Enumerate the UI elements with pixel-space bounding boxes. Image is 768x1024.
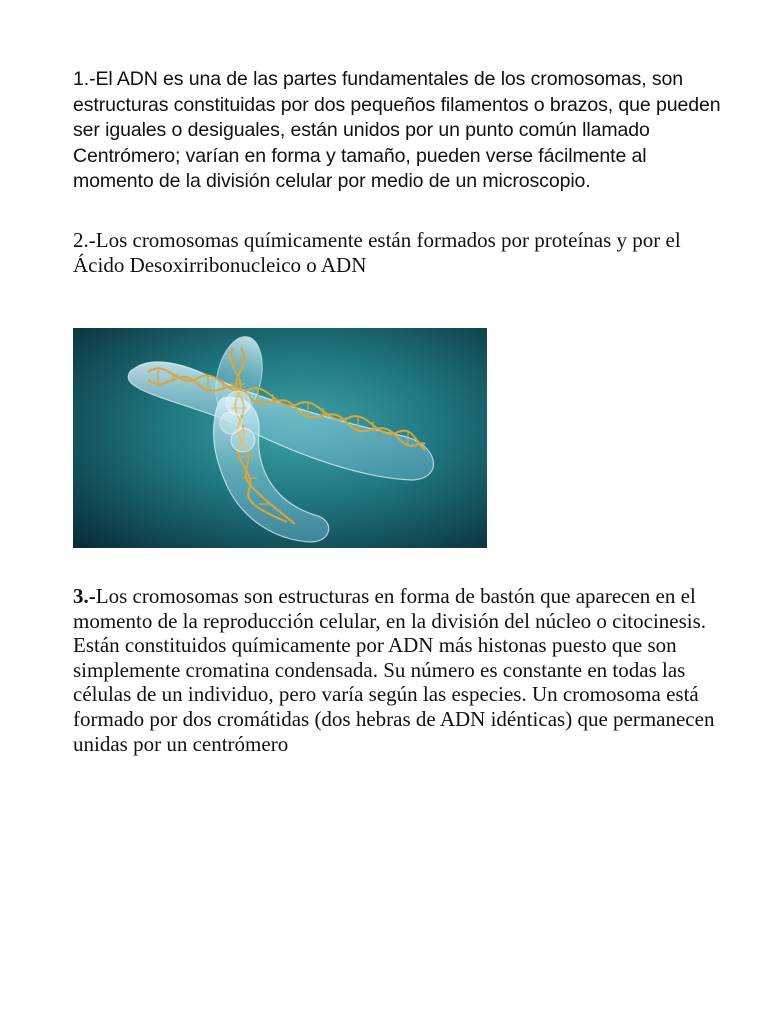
- paragraph-2: 2.-Los cromosomas químicamente están formados por proteínas y por el Ácido Desoxirribonucleico o ADN: [73, 228, 681, 277]
- chromosome-illustration: [73, 328, 487, 548]
- paragraph-3: [73, 584, 723, 756]
- paragraph-3-number: 3.-: [73, 584, 96, 608]
- paragraph-1: 1.-El ADN es una de las partes fundamentales de los cromosomas, son estructuras constituidas por dos pequeños filamentos o brazos, que pueden ser iguales o desiguales, están unidos por un punto común llamado Centrómero; varían en forma y tamaño, pueden verse fácilmente al momento de la división celular por medio de un microscopio.: [73, 68, 721, 192]
- paragraph-3-text: Los cromosomas son estructuras en forma de bastón que aparecen en el momento de la reproducción celular, en la división del núcleo o citocinesis. Están constituidos químicamente por ADN más histonas puesto que son simplemente cromatina condensada. Su número es constante en todas las células de un individuo, pero varía según las especies. Un cromosoma está formado por dos cromátidas (dos hebras de ADN idénticas) que permanecen unidas por un centrómero: [73, 584, 715, 756]
